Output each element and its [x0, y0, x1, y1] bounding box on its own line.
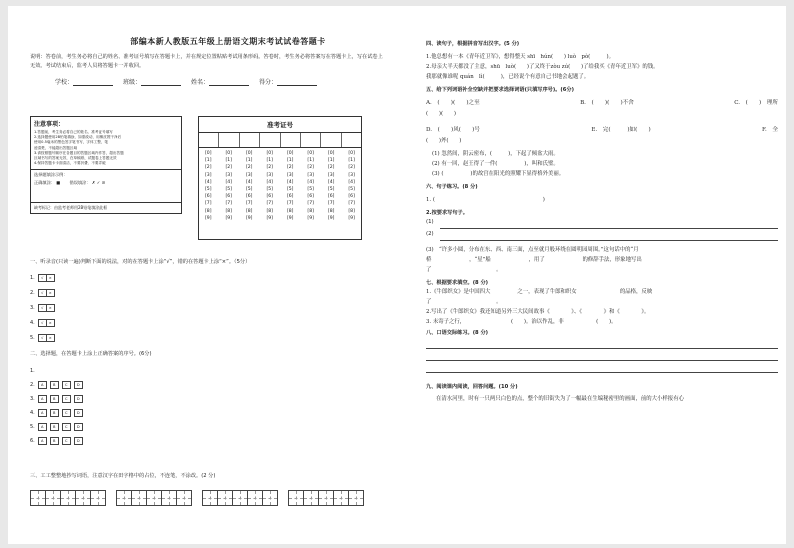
ticket-digit-bubble[interactable]: [4] [348, 179, 355, 185]
choice-item [30, 378, 386, 392]
ticket-digit-bubble[interactable]: [1] [348, 158, 355, 164]
ticket-digit-bubble[interactable]: [3] [307, 172, 314, 178]
notes-box [30, 116, 182, 214]
school-field[interactable] [55, 77, 113, 86]
choice-option-letter: A [41, 411, 44, 415]
ticket-digit-bubble[interactable]: [6] [245, 194, 253, 200]
choice-option[interactable] [50, 395, 59, 403]
ticket-digit-bubble[interactable]: [5] [225, 187, 232, 193]
choice-option[interactable] [74, 437, 83, 445]
ticket-digit-bubble[interactable]: [3] [266, 172, 273, 178]
ticket-digit-bubble[interactable]: [8] [266, 208, 273, 214]
section-6-answer-1[interactable] [426, 217, 778, 229]
section-6-line-4[interactable]: 桥 ，“星”船 ，用了 的修辞手法，形象地写出 [426, 257, 642, 263]
choice-item [30, 420, 386, 434]
ticket-digit-column [307, 150, 314, 222]
choice-option-letter: A [41, 383, 44, 387]
choice-option[interactable] [74, 381, 83, 389]
absent-mark-note: 缺考标记：由监考老师用2B铅笔填涂此框 [31, 202, 181, 213]
section-1-heading: 一、听录音(只读一遍)判断下面的说法，对的在答题卡上涂“√”，错的在答题卡上涂“×”。（5分） [30, 259, 251, 265]
notes-item: 2.选择题使用2B铅笔填涂，如需改动，用橡皮擦干净后 [34, 135, 122, 140]
instructions: 说明：答卷前，考生务必将自己的姓名、准考证号填写在答题卡上，并在规定位置粘贴考试用条形码。答卷时，考生务必将答案写在答题卡上，写在试卷上无效。考试结束后，监考人员将答题卡一并收回。 [30, 54, 383, 69]
name-label: 姓名： [191, 79, 210, 86]
section-8-answer-line[interactable] [426, 337, 778, 349]
ticket-digit-bubble[interactable]: [3] [205, 172, 212, 178]
section-5-row-2[interactable] [426, 125, 778, 136]
choice-item-number: 2. [30, 382, 35, 388]
ticket-digit-bubble[interactable]: [4] [307, 179, 314, 185]
ticket-digit-bubble[interactable]: [0] [348, 151, 355, 156]
judge-bubble[interactable]: × [48, 290, 52, 295]
judge-bubble[interactable]: × [48, 275, 52, 280]
section-7-heading: 七、根据要求填空。(8 分) [426, 280, 489, 286]
choice-option-letter: D [76, 439, 80, 443]
section-5-sentence-1[interactable]: (1) 忽然间，阴云密布，( )，下起了倾盆大雨。 [432, 151, 559, 157]
choice-option-letter: C [65, 411, 68, 415]
ticket-digit-bubble[interactable]: [2] [225, 165, 232, 171]
choice-option[interactable] [38, 437, 47, 445]
ticket-digit-bubble[interactable]: [6] [205, 194, 212, 200]
section-5-row-2b[interactable]: ( )斧( ) [426, 138, 462, 144]
word-d[interactable]: D. ( )风( )号 [426, 127, 480, 133]
choice-option-letter: C [65, 383, 68, 387]
section-2-heading: 二、选择题，在答题卡上涂上正确答案的序号。(6分) [30, 351, 152, 357]
choice-item-number: 4. [30, 410, 35, 416]
section-8-answer-line[interactable] [426, 361, 778, 373]
choice-item [30, 392, 386, 406]
notes-heading: 注意事项： [34, 121, 65, 128]
judge-bubble[interactable]: × [48, 335, 52, 340]
ticket-digit-bubble[interactable]: [0] [307, 151, 314, 156]
right-column [426, 40, 778, 404]
judge-item-number: 1. [30, 274, 35, 281]
score-field[interactable] [259, 77, 317, 86]
ticket-digit-column [205, 150, 212, 222]
choice-item-number: 5. [30, 424, 35, 430]
correct-fill-mark: ■ [56, 180, 61, 186]
ticket-digit-bubble[interactable]: [8] [205, 208, 212, 214]
ticket-digit-bubble[interactable]: [0] [327, 151, 335, 156]
ticket-digit-bubble[interactable]: [2] [327, 165, 335, 171]
choice-item-number: 6. [30, 438, 35, 444]
ticket-digit-bubble[interactable]: [1] [245, 158, 253, 164]
judge-item [30, 270, 386, 285]
choice-option[interactable] [38, 381, 47, 389]
class-field[interactable] [123, 77, 181, 86]
ticket-digit-bubble[interactable]: [1] [307, 158, 314, 164]
ticket-digit-bubble[interactable]: [6] [225, 194, 232, 200]
ticket-number-box [198, 116, 362, 240]
name-blank[interactable] [209, 78, 249, 86]
ticket-digit-column [266, 150, 273, 222]
judge-item-number: 2. [30, 289, 35, 296]
choice-option-letter: A [41, 439, 44, 443]
name-field[interactable] [191, 77, 249, 86]
judge-bubbles [38, 334, 55, 342]
choice-option[interactable] [74, 423, 83, 431]
ticket-digit-bubble[interactable]: [3] [245, 172, 253, 178]
judge-bubbles [38, 319, 55, 327]
ticket-digit-bubble[interactable]: [2] [266, 165, 273, 171]
score-blank[interactable] [277, 78, 317, 86]
ticket-digit-bubble[interactable]: [7] [266, 201, 273, 207]
section-3-heading: 三、工工整整地抄写词语，注意汉字在田字格中的占位，不连笔，不涂改。(2 分) [30, 473, 216, 479]
ticket-digit-bubble[interactable]: [2] [205, 165, 212, 171]
word-c[interactable]: C. ( ) 理所 [734, 100, 778, 106]
ticket-digit-bubble[interactable]: [7] [205, 201, 212, 207]
choice-option[interactable] [50, 381, 59, 389]
section-9-heading: 九、阅读课内阅读，回答问题。(10 分) [426, 384, 518, 390]
choice-item-number: 1. [30, 368, 35, 374]
ticket-digit-bubble[interactable]: [4] [205, 179, 212, 185]
school-blank[interactable] [73, 78, 113, 86]
fill-example [31, 169, 181, 188]
ticket-digit-bubble[interactable]: [6] [266, 194, 273, 200]
section-8-heading: 八、口语交际练习。(8 分) [426, 330, 489, 336]
choice-option[interactable] [74, 409, 83, 417]
ticket-digit-bubble[interactable]: [7] [225, 201, 232, 207]
section-6-heading: 六、句子练习。(8 分) [426, 184, 478, 190]
ticket-digit-bubble[interactable]: [4] [327, 179, 335, 185]
ticket-digit-bubble[interactable]: [1] [327, 158, 335, 164]
section-6-line-3: (3) “许多小圆，分布在东、西、南三面，点至就月般环绕在圆明园周围。”这句话中的“月 [426, 247, 639, 253]
ticket-digit-bubble[interactable]: [0] [286, 151, 294, 156]
ticket-digit-bubble[interactable]: [2] [307, 165, 314, 171]
ticket-digit-bubble[interactable]: [9] [327, 215, 335, 221]
judge-item-number: 4. [30, 319, 35, 326]
section-6-line-5[interactable]: 了 。 [426, 267, 502, 273]
left-column [30, 36, 386, 86]
ticket-digit-column [328, 150, 335, 222]
choice-item [30, 406, 386, 420]
judge-item [30, 315, 386, 330]
section-2 [30, 350, 386, 448]
ticket-digit-bubble[interactable]: [9] [205, 215, 212, 221]
choice-option-letter: C [65, 425, 68, 429]
choice-option-letter: C [65, 439, 68, 443]
choice-option[interactable] [62, 409, 71, 417]
choice-option[interactable] [50, 409, 59, 417]
notes-item: 迹清楚，不能超出答题区域 [34, 145, 78, 150]
answer-2-label: (2) [426, 231, 434, 237]
ticket-digit-bubble[interactable]: [0] [225, 151, 232, 156]
ticket-digit-bubble[interactable]: [9] [348, 215, 355, 221]
choice-item-number: 3. [30, 396, 35, 402]
section-4-line-2[interactable]: 2.母亲大半天都没了主意，shū luò( )了又终于zòu zú( )了给我买《青年近卫军》的钱。 [426, 64, 659, 70]
choice-option-letter: B [53, 439, 56, 443]
ticket-digit-bubble[interactable]: [0] [205, 151, 212, 156]
word-e[interactable]: E. 完( )如( ) [591, 127, 651, 133]
judge-bubble[interactable]: √ [39, 320, 47, 326]
tian-grid[interactable] [288, 490, 364, 506]
ticket-digit-bubble[interactable]: [2] [245, 165, 253, 171]
section-5-row-1[interactable] [426, 98, 778, 109]
choice-option-letter: B [53, 425, 56, 429]
section-5-sentence-2[interactable]: (2) 有一回，赵王得了一件( )，叫和氏璧。 [432, 161, 559, 167]
choice-option-letter: A [41, 425, 44, 429]
ticket-digit-bubble[interactable]: [7] [245, 201, 253, 207]
choice-option-letter: D [76, 383, 80, 387]
judge-bubble[interactable]: × [48, 305, 52, 310]
judge-item [30, 330, 386, 345]
choice-option[interactable] [62, 381, 71, 389]
ticket-digit-bubble[interactable]: [3] [327, 172, 335, 178]
ticket-digit-bubble[interactable]: [5] [205, 187, 212, 193]
tian-grid-row [30, 490, 386, 506]
section-1 [30, 258, 386, 345]
ticket-digit-bubble[interactable]: [8] [245, 208, 253, 214]
ticket-digit-bubble[interactable]: [8] [307, 208, 314, 214]
judge-item [30, 300, 386, 315]
ticket-heading: 准考证号 [199, 117, 361, 133]
choice-option[interactable] [50, 423, 59, 431]
ticket-digit-bubble[interactable]: [5] [348, 187, 355, 193]
notes-item: 4.保持答题卡卡面清洁，不要折叠、不要弄破 [34, 161, 106, 166]
choice-option-letter: B [53, 397, 56, 401]
choice-item [30, 434, 386, 448]
word-a[interactable]: A. ( )( )之至 [426, 100, 480, 106]
choice-option-letter: D [76, 397, 80, 401]
ticket-write-row[interactable] [199, 133, 361, 148]
judge-bubbles [38, 274, 55, 282]
correct-fill-label: 正确填涂： [34, 180, 55, 186]
tian-grid[interactable] [30, 490, 106, 506]
ticket-digit-bubble[interactable]: [8] [286, 208, 294, 214]
choice-list [30, 364, 386, 448]
notes-item: 使用0.5毫米的黑色签字笔书写，字体工整，笔 [34, 140, 108, 145]
ticket-digit-bubble[interactable]: [0] [266, 151, 273, 156]
ticket-digit-bubble[interactable]: [6] [348, 194, 355, 200]
answer-1-label: (1) [426, 219, 434, 225]
ticket-digit-bubble[interactable]: [9] [225, 215, 232, 221]
wrong-fill-label: 错误填涂： [69, 180, 91, 186]
ticket-digit-bubble[interactable]: [6] [327, 194, 335, 200]
ticket-digit-bubble[interactable]: [6] [286, 194, 294, 200]
ticket-digit-bubble[interactable]: [8] [327, 208, 335, 214]
ticket-digit-bubble[interactable]: [1] [286, 158, 294, 164]
section-5-heading: 五、给下列词语补全空缺并把要求选择词语(只填写序号)。(6分) [426, 87, 574, 93]
ticket-digit-bubble[interactable]: [6] [307, 194, 314, 200]
tian-grid[interactable] [202, 490, 278, 506]
answer-sheet [8, 6, 786, 544]
ticket-digit-bubble[interactable]: [7] [307, 201, 314, 207]
choice-option-letter: C [65, 397, 68, 401]
choice-option[interactable] [74, 395, 83, 403]
class-blank[interactable] [141, 78, 181, 86]
ticket-digit-bubble[interactable]: [7] [327, 201, 335, 207]
section-4-line-1[interactable]: 1.他总想有一本《青年近卫军》，想得整天 shī hún( ) luò pò( )。 [426, 54, 614, 60]
section-7-line-2[interactable]: 了 。 [426, 299, 502, 305]
ticket-digit-bubble[interactable]: [9] [307, 215, 314, 221]
ticket-digit-bubble[interactable]: [2] [286, 165, 294, 171]
choice-option-letter: B [53, 411, 56, 415]
section-4-heading: 四、读句子，根据拼音写出汉字。(5 分) [426, 41, 520, 47]
judge-bubble[interactable]: × [48, 320, 52, 325]
section-7-line-4[interactable]: 3. 未寄子之行， ( )。治以作乱，非 ( )。 [426, 319, 617, 325]
ticket-digit-bubble[interactable]: [8] [348, 208, 355, 214]
ticket-digit-column [246, 150, 253, 222]
class-label: 班级： [123, 79, 142, 86]
judge-bubble[interactable]: √ [39, 305, 47, 311]
ticket-digit-bubble[interactable]: [4] [266, 179, 273, 185]
choice-option[interactable] [38, 395, 47, 403]
ticket-digit-bubble[interactable]: [7] [348, 201, 355, 207]
ticket-digit-bubble[interactable]: [3] [286, 172, 294, 178]
section-5-sentence-3[interactable]: (3) ( )的故宫在阳光的照耀下显得格外美丽。 [432, 171, 565, 177]
choice-option[interactable] [50, 437, 59, 445]
section-4-line-3[interactable]: 我那就像谁呢 quán lì( )，已经说个有意自己书地会起题了。 [426, 74, 590, 80]
judge-item [30, 285, 386, 300]
ticket-digit-bubble[interactable]: [4] [245, 179, 253, 185]
student-info-row [30, 77, 386, 86]
section-7-line-1[interactable]: 1.《牛郎织女》是中国四大 之一，表现了牛郎和织女 的品格，反映 [426, 289, 653, 295]
ticket-digit-grid[interactable] [199, 148, 361, 222]
ticket-digit-column [225, 150, 232, 222]
ticket-digit-bubble[interactable]: [4] [225, 179, 232, 185]
school-label: 学校： [55, 79, 74, 86]
ticket-digit-bubble[interactable]: [3] [225, 172, 232, 178]
judge-item-number: 3. [30, 304, 35, 311]
choice-option[interactable] [62, 423, 71, 431]
section-6-heading-2: 2.按要求写句子。 [426, 210, 468, 216]
judge-item-number: 5. [30, 334, 35, 341]
section-3 [30, 472, 386, 506]
choice-option[interactable] [38, 423, 47, 431]
choice-option-letter: A [41, 397, 44, 401]
judge-bubble[interactable]: √ [39, 290, 47, 296]
choice-option[interactable] [62, 437, 71, 445]
choice-option-letter: B [53, 383, 56, 387]
ticket-digit-bubble[interactable]: [9] [245, 215, 253, 221]
score-label: 得分： [259, 79, 278, 86]
tian-grid[interactable] [116, 490, 192, 506]
ticket-digit-bubble[interactable]: [1] [266, 158, 273, 164]
word-b[interactable]: B. ( )( )不舍 [580, 100, 634, 106]
notes-item: 3.请按照题号顺序在各题目的答题区域内作答，超出答题 [34, 150, 124, 155]
ticket-digit-bubble[interactable]: [4] [286, 179, 294, 185]
ticket-digit-bubble[interactable]: [5] [266, 187, 273, 193]
fill-example-label: 选择题填涂示例： [34, 172, 68, 178]
choice-option[interactable] [62, 395, 71, 403]
ticket-digit-bubble[interactable]: [8] [225, 208, 232, 214]
ticket-digit-column [348, 150, 355, 222]
word-f[interactable]: F. 全 [762, 127, 778, 133]
section-5-row-1b[interactable]: ( )( ) [426, 111, 456, 117]
ticket-digit-bubble[interactable]: [5] [327, 187, 335, 193]
ticket-digit-bubble[interactable]: [2] [348, 165, 355, 171]
ticket-digit-bubble[interactable]: [7] [286, 201, 294, 207]
choice-item [30, 364, 386, 378]
section-6-answer-2[interactable] [426, 229, 778, 241]
choice-option[interactable] [38, 409, 47, 417]
notes-item: 区域书写的答案无效，在草稿纸、试题卷上答题无效 [34, 156, 117, 161]
ticket-digit-bubble[interactable]: [5] [245, 187, 253, 193]
choice-option-letter: D [76, 425, 80, 429]
section-6-line-1[interactable]: 1. ( ) [426, 197, 545, 203]
judge-list [30, 270, 386, 345]
notes-item: 1.答题前，考生务必将自己的姓名、准考证号填写 [34, 130, 113, 134]
judge-bubble[interactable]: √ [39, 335, 47, 341]
ticket-digit-bubble[interactable]: [9] [286, 215, 294, 221]
judge-bubbles [38, 289, 55, 297]
section-8-answer-line[interactable] [426, 349, 778, 361]
ticket-digit-bubble[interactable]: [1] [225, 158, 232, 164]
ticket-digit-column [287, 150, 294, 222]
ticket-digit-bubble[interactable]: [5] [307, 187, 314, 193]
page-title: 部编本新人教版五年级上册语文期末考试试卷答题卡 [130, 37, 326, 46]
judge-bubble[interactable]: √ [39, 275, 47, 281]
ticket-digit-bubble[interactable]: [0] [245, 151, 253, 156]
ticket-digit-bubble[interactable]: [3] [348, 172, 355, 178]
section-7-line-3[interactable]: 2.写出了《牛郎织女》我还知道另外三大民间故事《 》、《 》和《 》。 [426, 309, 650, 315]
ticket-digit-bubble[interactable]: [5] [286, 187, 294, 193]
judge-bubbles [38, 304, 55, 312]
wrong-fill-marks: ✗ ✓ ⊘ [91, 180, 106, 186]
ticket-digit-bubble[interactable]: [1] [205, 158, 212, 164]
section-9-passage: 在清水河里，时有一只两只白色的点，整个的旧街失为了一幅最在生编秘密里的画面，前的大小样报有心 [436, 396, 684, 402]
ticket-digit-bubble[interactable]: [9] [266, 215, 273, 221]
choice-option-letter: D [76, 411, 80, 415]
